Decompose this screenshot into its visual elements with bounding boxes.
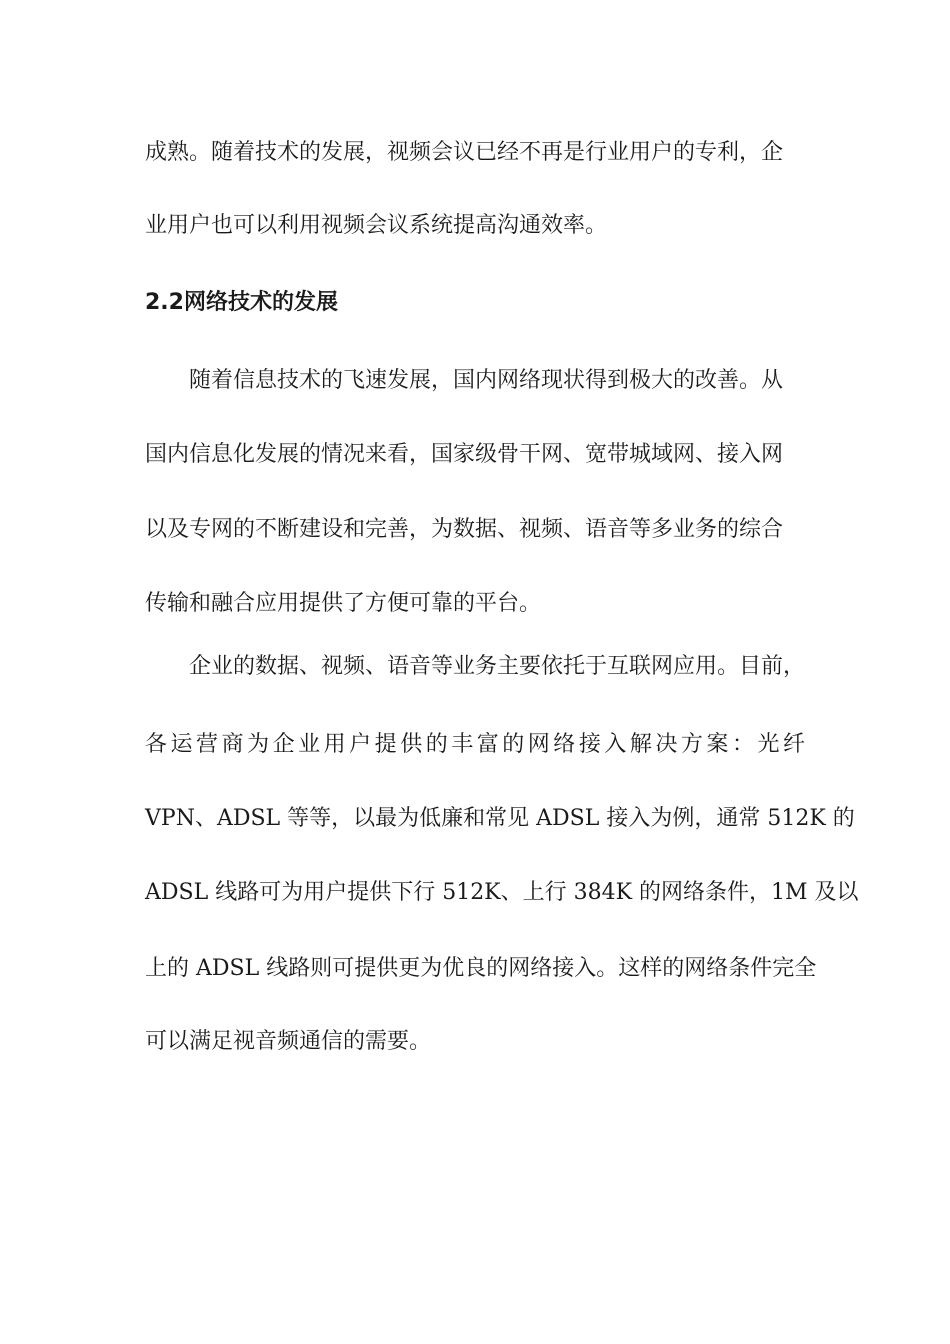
paragraph-network-line-3: 以及专网的不断建设和完善，为数据、视频、语音等多业务的综合 <box>145 517 784 542</box>
paragraph-enterprise-line-6: 可以满足视音频通信的需要。 <box>145 1029 432 1054</box>
paragraph-network-line-1: 随着信息技术的飞速发展，国内网络现状得到极大的改善。从 <box>189 368 784 393</box>
paragraph-enterprise-line-5: 上的 ADSL 线路则可提供更为优良的网络接入。这样的网络条件完全 <box>145 956 817 981</box>
paragraph-enterprise-line-4: ADSL 线路可为用户提供下行 512K、上行 384K 的网络条件，1M 及以 <box>145 880 859 905</box>
paragraph-network-line-2: 国内信息化发展的情况来看，国家级骨干网、宽带城域网、接入网 <box>145 442 784 467</box>
paragraph-enterprise-line-3: VPN、ADSL 等等，以最为低廉和常见 ADSL 接入为例，通常 512K 的 <box>145 806 855 831</box>
paragraph-intro-line-2: 业用户也可以利用视频会议系统提高沟通效率。 <box>145 213 608 238</box>
paragraph-enterprise-line-2: 各运营商为企业用户提供的丰富的网络接入解决方案：光纤 <box>145 732 805 757</box>
paragraph-intro-line-1: 成熟。随着技术的发展，视频会议已经不再是行业用户的专利，企 <box>145 140 784 165</box>
paragraph-enterprise-line-1: 企业的数据、视频、语音等业务主要依托于互联网应用。目前， <box>189 654 806 679</box>
paragraph-network-line-4: 传输和融合应用提供了方便可靠的平台。 <box>145 591 542 616</box>
section-heading: 2.2网络技术的发展 <box>145 290 338 315</box>
